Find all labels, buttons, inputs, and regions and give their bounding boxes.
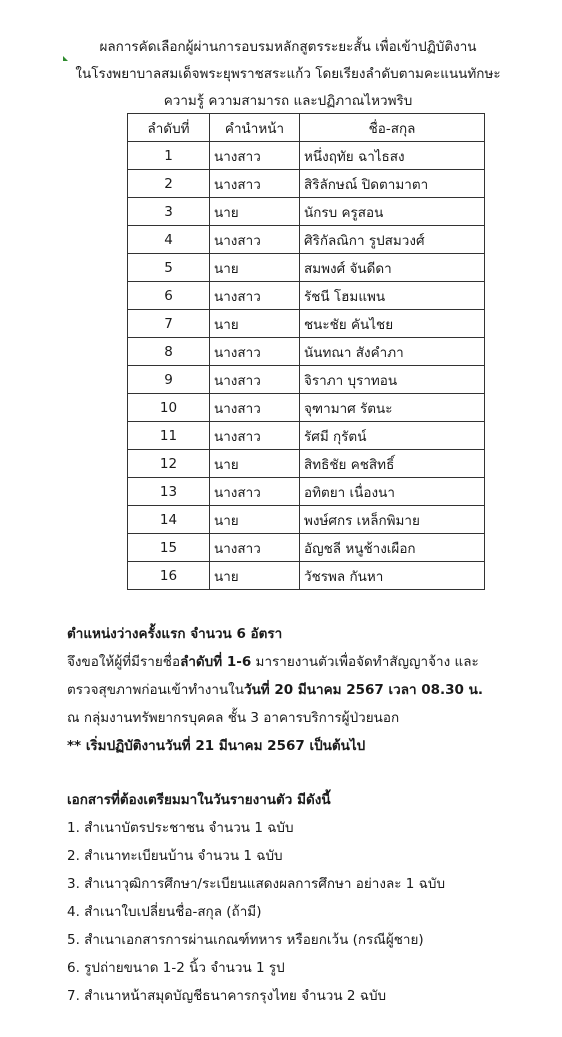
cell-title: นางสาว — [210, 422, 300, 450]
table-row — [128, 142, 485, 170]
cell-fullname: วัชรพล กันหา — [300, 562, 485, 590]
table-row — [128, 170, 485, 198]
cell-fullname: อัญชลี หนูช้างเผือก — [300, 534, 485, 562]
cell-order: 12 — [128, 450, 210, 478]
cell-fullname: ศิริกัลณิกา รูปสมวงศ์ — [300, 226, 485, 254]
table-row — [128, 394, 485, 422]
cell-order: 3 — [128, 198, 210, 226]
cell-title: นาย — [210, 198, 300, 226]
table-row — [128, 254, 485, 282]
cell-order: 6 — [128, 282, 210, 310]
cell-order: 8 — [128, 338, 210, 366]
table-row — [128, 226, 485, 254]
header-line-1: ผลการคัดเลือกผู้ผ่านการอบรมหลักสูตรระยะสั้น เพื่อเข้าปฏิบัติงาน — [99, 39, 477, 55]
announcement-header — [60, 34, 516, 115]
cell-order: 4 — [128, 226, 210, 254]
cell-title: นางสาว — [210, 478, 300, 506]
cell-title: นางสาว — [210, 534, 300, 562]
list-item: 1. สำเนาบัตรประชาชน จำนวน 1 ฉบับ — [67, 820, 294, 836]
list-item: 5. สำเนาเอกสารการผ่านเกณฑ์ทหาร หรือยกเว้น (กรณีผู้ชาย) — [67, 932, 424, 948]
cell-order: 15 — [128, 534, 210, 562]
header-line-3: ความรู้ ความสามารถ และปฏิภาณไหวพริบ — [163, 93, 413, 109]
notice-start-date: ** เริ่มปฏิบัติงานวันที่ 21 มีนาคม 2567 เป็นต้นไป — [67, 738, 366, 754]
list-item: 3. สำเนาวุฒิการศึกษา/ระเบียนแสดงผลการศึกษา อย่างละ 1 ฉบับ — [67, 876, 446, 892]
cell-title: นางสาว — [210, 366, 300, 394]
cell-title: นาย — [210, 506, 300, 534]
cell-title: นาย — [210, 310, 300, 338]
table-row — [128, 506, 485, 534]
cell-fullname: นันทณา สังคำภา — [300, 338, 485, 366]
list-item: 4. สำเนาใบเปลี่ยนชื่อ-สกุล (ถ้ามี) — [67, 904, 262, 920]
table-row — [128, 534, 485, 562]
table-row — [128, 366, 485, 394]
cell-order: 14 — [128, 506, 210, 534]
cell-fullname: ชนะชัย คันไชย — [300, 310, 485, 338]
table-row — [128, 450, 485, 478]
cell-title: นาย — [210, 450, 300, 478]
cell-order: 10 — [128, 394, 210, 422]
table-row — [128, 478, 485, 506]
table-row — [128, 310, 485, 338]
cell-order: 7 — [128, 310, 210, 338]
cell-title: นางสาว — [210, 226, 300, 254]
cell-order: 2 — [128, 170, 210, 198]
documents-heading: เอกสารที่ต้องเตรียมมาในวันรายงานตัว มีดังนี้ — [67, 792, 331, 808]
cell-fullname: จุฑามาศ รัตนะ — [300, 394, 485, 422]
cell-title: นาย — [210, 254, 300, 282]
cell-fullname: พงษ์ศกร เหล็กพิมาย — [300, 506, 485, 534]
cell-fullname: จิราภา บุราทอน — [300, 366, 485, 394]
cell-fullname: รัชนี โฮมแพน — [300, 282, 485, 310]
cell-order: 11 — [128, 422, 210, 450]
cell-order: 1 — [128, 142, 210, 170]
vacancy-heading: ตำแหน่งว่างครั้งแรก จำนวน 6 อัตรา — [67, 626, 283, 642]
vacancy-notice — [67, 620, 483, 760]
header-line-2: ในโรงพยาบาลสมเด็จพระยุพราชสระแก้ว โดยเรียงลำดับตามคะแนนทักษะ — [75, 66, 501, 82]
column-header-title: คำนำหน้า — [210, 114, 300, 142]
cell-fullname: รัศมี กุรัตน์ — [300, 422, 485, 450]
cell-title: นางสาว — [210, 338, 300, 366]
candidate-table — [127, 113, 485, 590]
table-row — [128, 422, 485, 450]
notice-line-1-pre: จึงขอให้ผู้ที่มีรายชื่อ — [67, 654, 181, 670]
cell-order: 5 — [128, 254, 210, 282]
table-row — [128, 198, 485, 226]
cell-title: นางสาว — [210, 394, 300, 422]
notice-line-1-bold: ลำดับที่ 1-6 — [180, 654, 252, 670]
cell-fullname: อทิตยา เนื่องนา — [300, 478, 485, 506]
column-header-fullname: ชื่อ-สกุล — [300, 114, 485, 142]
cell-order: 16 — [128, 562, 210, 590]
cell-order: 13 — [128, 478, 210, 506]
required-documents — [67, 786, 445, 1010]
column-header-order: ลำดับที่ — [128, 114, 210, 142]
cell-title: นางสาว — [210, 170, 300, 198]
notice-line-1 — [67, 648, 483, 676]
list-item: 6. รูปถ่ายขนาด 1-2 นิ้ว จำนวน 1 รูป — [67, 960, 285, 976]
notice-line-2 — [67, 676, 483, 704]
notice-line-2-pre: ตรวจสุขภาพก่อนเข้าทำงานใน — [67, 682, 244, 698]
cell-fullname: สมพงศ์ จันดีดา — [300, 254, 485, 282]
cell-fullname: นักรบ ครูสอน — [300, 198, 485, 226]
list-item: 7. สำเนาหน้าสมุดบัญชีธนาคารกรุงไทย จำนวน 2 ฉบับ — [67, 988, 387, 1004]
notice-line-2-bold: วันที่ 20 มีนาคม 2567 เวลา 08.30 น. — [244, 682, 484, 698]
cell-order: 9 — [128, 366, 210, 394]
cell-fullname: หนึ่งฤทัย ฉาไธสง — [300, 142, 485, 170]
notice-line-3: ณ กลุ่มงานทรัพยากรบุคคล ชั้น 3 อาคารบริการผู้ป่วยนอก — [67, 710, 400, 726]
cell-title: นางสาว — [210, 142, 300, 170]
cell-fullname: สิริลักษณ์ ปิดตามาตา — [300, 170, 485, 198]
cell-fullname: สิทธิชัย คชสิทธิ์ — [300, 450, 485, 478]
cell-title: นางสาว — [210, 282, 300, 310]
table-row — [128, 338, 485, 366]
cell-title: นาย — [210, 562, 300, 590]
table-row — [128, 562, 485, 590]
list-item: 2. สำเนาทะเบียนบ้าน จำนวน 1 ฉบับ — [67, 848, 283, 864]
notice-line-1-post: มารายงานตัวเพื่อจัดทำสัญญาจ้าง และ — [251, 654, 479, 670]
table-row — [128, 282, 485, 310]
table-header-row — [128, 114, 485, 142]
